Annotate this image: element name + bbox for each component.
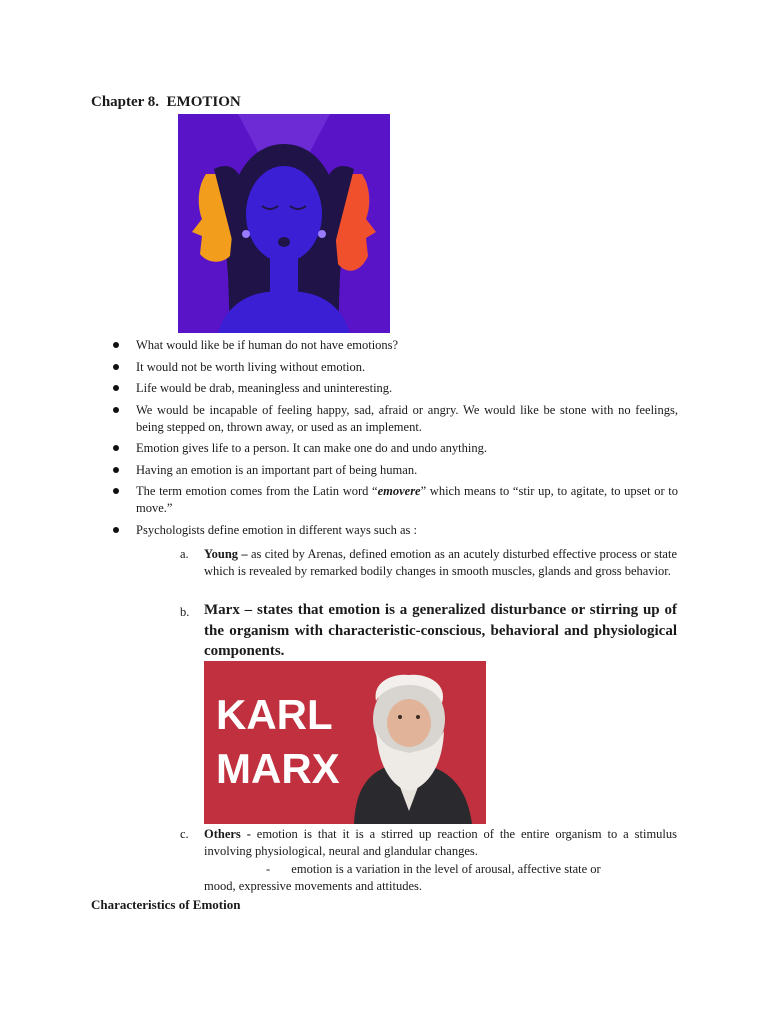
bullet-text: We would be incapable of feeling happy, sad, afraid or angry. We would like be stone with no feelings, being stepped on, thrown away, or used as an implement. <box>136 402 678 434</box>
latin-word: emovere <box>377 484 421 498</box>
list-label: a. <box>180 547 189 561</box>
others-continuation-line1 <box>266 861 601 878</box>
section-heading: Characteristics of Emotion <box>91 897 241 912</box>
bullet-item <box>110 337 678 354</box>
karl-text: KARL <box>216 691 333 738</box>
bullet-text: Psychologists define emotion in different ways such as : <box>136 522 417 537</box>
bullet-item <box>110 522 678 539</box>
bullet-text: Life would be drab, meaningless and uninteresting. <box>136 381 393 395</box>
chapter-title: Chapter 8. EMOTION <box>91 94 241 110</box>
marx-text: MARX <box>216 745 340 792</box>
faces-drawing <box>178 114 390 333</box>
definition-text: Marx – states that emotion is a generalized disturbance or stirring up of the organism with characteristic-conscious, behavioral and physiological components. <box>204 602 677 659</box>
continuation-text: emotion is a variation in the level of arousal, affective state or <box>291 862 601 876</box>
bullet-list <box>110 337 678 543</box>
definition-others <box>180 826 677 860</box>
latin-text-before: The term emotion comes from the Latin word “ <box>136 484 378 498</box>
others-continuation-line2: mood, expressive movements and attitudes. <box>204 879 423 893</box>
bullet-item <box>110 359 678 376</box>
definition-marx <box>180 600 677 662</box>
definition-name: Young – <box>204 547 251 561</box>
list-label: c. <box>180 827 189 841</box>
definition-name: Others - <box>204 827 257 841</box>
bullet-text: Having an emotion is an important part of being human. <box>136 462 418 477</box>
karl-marx-image <box>204 661 486 824</box>
definition-young <box>180 546 677 580</box>
bullet-item <box>110 440 678 457</box>
latin-text-after: ” which means to “stir up, to agitate, to upset or to move.” <box>136 484 678 515</box>
bullet-text: It would not be worth living without emotion. <box>136 359 366 374</box>
karl-marx-picture <box>204 661 486 824</box>
bullet-item <box>110 402 678 436</box>
bullet-item <box>110 380 678 397</box>
bullet-text: Emotion gives life to a person. It can make one do and undo anything. <box>136 441 487 455</box>
definition-text: emotion is that it is a stirred up reaction of the entire organism to a stimulus involving physiological, neural and glandular changes. <box>204 827 678 858</box>
definition-text: as cited by Arenas, defined emotion as an acutely disturbed effective process or state which is revealed by remarked bodily changes in smooth muscles, glands and gross behavior. <box>204 547 678 578</box>
emotion-faces-illustration <box>178 114 390 333</box>
dash: - <box>266 862 271 876</box>
bullet-item-latin <box>110 483 678 517</box>
list-label: b. <box>180 605 190 619</box>
bullet-item <box>110 462 678 479</box>
bullet-text: What would like be if human do not have emotions? <box>136 338 399 352</box>
